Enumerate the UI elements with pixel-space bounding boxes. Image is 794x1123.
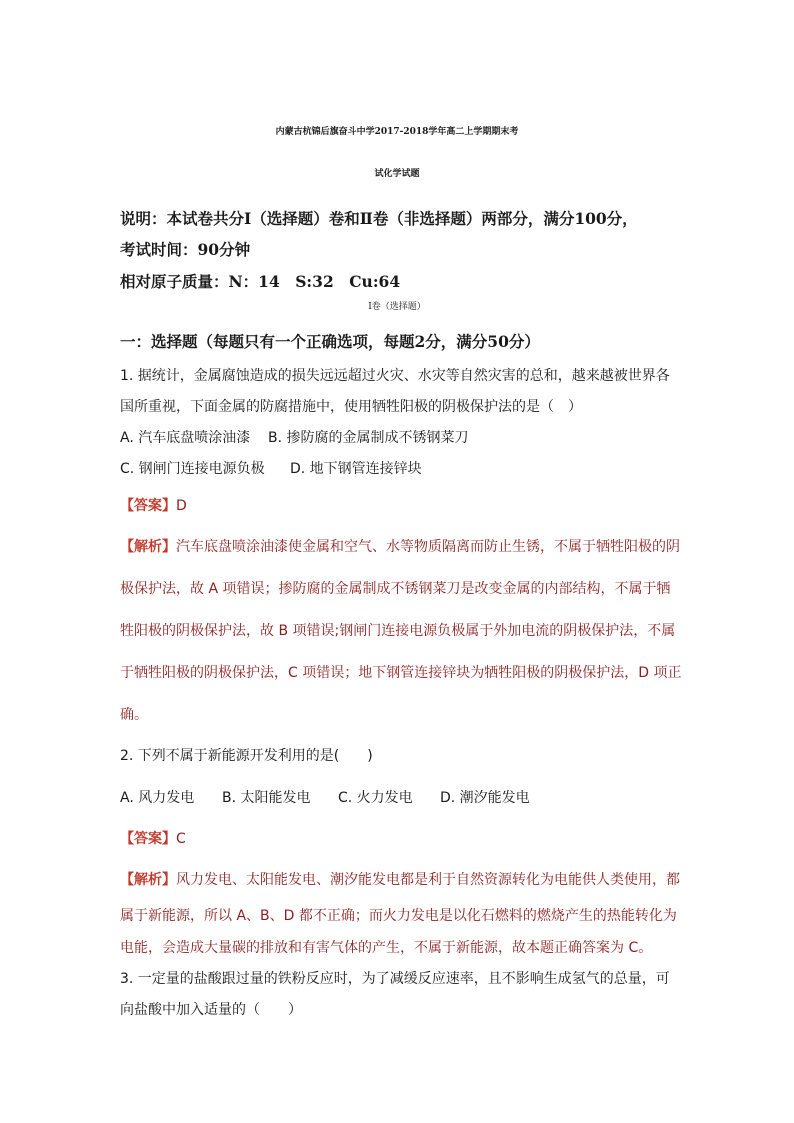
q1-answer-value: D: [176, 498, 187, 514]
instructions-line2: 考试时间：90分钟: [120, 240, 251, 259]
q1-option-d: D. 地下钢管连接锌块: [290, 461, 422, 477]
q3-stem-line1: 3. 一定量的盐酸跟过量的铁粉反应时，为了减缓反应速率，且不影响生成氢气的总量，可: [120, 971, 670, 987]
q2-analysis-line2: 属于新能源，所以 A、B、D 都不正确；而火力发电是以化石燃料的燃烧产生的热能转化为: [120, 908, 677, 924]
q1-analysis-line3: 牲阳极的阴极保护法，故 B 项错误;钢闸门连接电源负极属于外加电流的阴极保护法，不属: [120, 623, 676, 639]
q1-option-b: B. 掺防腐的金属制成不锈钢菜刀: [268, 430, 469, 446]
atomic-mass-line: 相对原子质量：N：14 S:32 Cu:64: [120, 272, 401, 291]
q3-stem-line2: 向盐酸中加入适量的（ ）: [120, 1002, 302, 1018]
q2-analysis-tag: 【解析】: [120, 872, 176, 888]
q1-option-a: A. 汽车底盘喷涂油漆: [120, 430, 251, 446]
exam-title-line1: 内蒙古杭锦后旗奋斗中学2017-2018学年高二上学期期末考: [275, 127, 519, 137]
q2-options-row: [120, 787, 530, 807]
q1-analysis-tag: 【解析】: [120, 539, 176, 555]
q2-stem: 2. 下列不属于新能源开发利用的是( ): [120, 748, 373, 764]
q1-stem-line1: 1. 据统计，金属腐蚀造成的损失远远超过火灾、水灾等自然灾害的总和，越来越被世界各: [120, 368, 670, 384]
q2-analysis-line3: 电能，会造成大量碳的排放和有害气体的产生，不属于新能源，故本题正确答案为 C。: [120, 940, 653, 956]
q1-analysis-line4: 于牺牲阳极的阴极保护法，C 项错误；地下钢管连接锌块为牺牲阳极的阴极保护法，D 项正: [120, 665, 682, 681]
q2-answer: [120, 828, 186, 848]
q1-options-row2: [120, 458, 422, 478]
section-title: Ⅰ卷（选择题）: [368, 302, 426, 312]
q2-analysis-line1: 【解析】风力发电、太阳能发电、潮汐能发电都是利于自然资源转化为电能供人类使用，都: [120, 872, 680, 888]
q2-answer-tag: 【答案】: [120, 831, 176, 847]
q2-option-c: C. 火力发电: [338, 790, 413, 806]
exam-title-line2: 试化学试题: [374, 169, 420, 179]
part-title: 一：选择题（每题只有一个正确选项，每题2分，满分50分）: [120, 332, 540, 351]
q2-answer-value: C: [176, 831, 186, 847]
q1-options-row1: [120, 427, 469, 447]
q1-analysis-line5: 确。: [120, 707, 148, 723]
q1-answer: [120, 495, 187, 515]
instructions-line1: 说明：本试卷共分Ⅰ（选择题）卷和Ⅱ卷（非选择题）两部分，满分100分，: [120, 209, 638, 228]
q1-analysis-line1: 【解析】汽车底盘喷涂油漆使金属和空气、水等物质隔离而防止生锈，不属于牺牲阳极的阴: [120, 539, 680, 555]
q1-answer-tag: 【答案】: [120, 498, 176, 514]
q1-option-c: C. 钢闸门连接电源负极: [120, 461, 265, 477]
q2-option-a: A. 风力发电: [120, 790, 195, 806]
q2-option-b: B. 太阳能发电: [222, 790, 311, 806]
q2-option-d: D. 潮汐能发电: [440, 790, 530, 806]
q1-analysis-line2: 极保护法，故 A 项错误；掺防腐的金属制成不锈钢菜刀是改变金属的内部结构，不属于牺: [120, 581, 671, 597]
q1-stem-line2: 国所重视，下面金属的防腐措施中，使用牺牲阳极的阴极保护法的是（ ）: [120, 399, 582, 415]
